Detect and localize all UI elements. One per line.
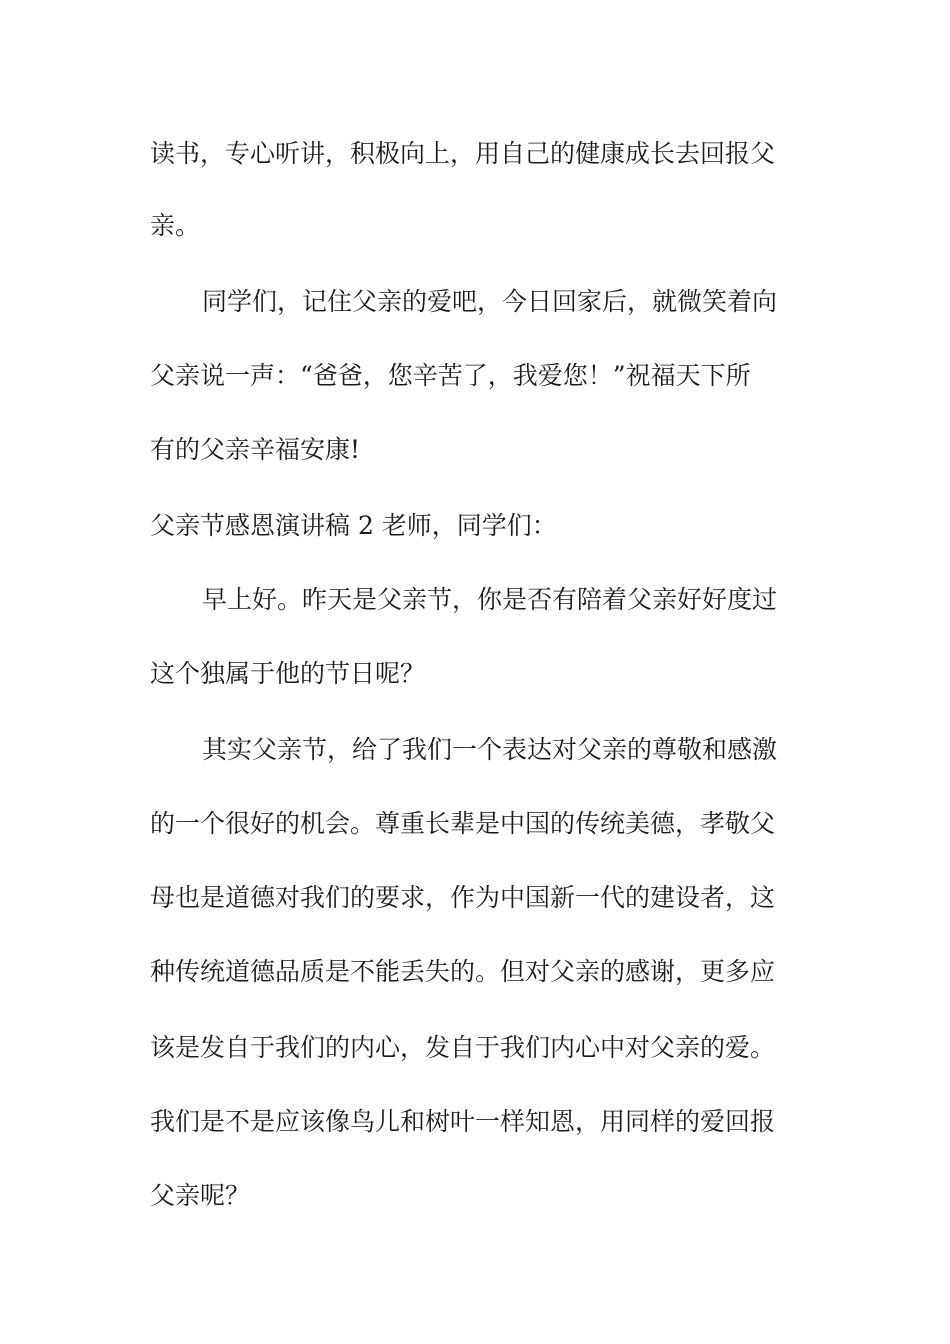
- text-line: 这个独属于他的节日呢？: [150, 659, 426, 688]
- text-line: 我们是不是应该像鸟儿和树叶一样知恩，用同样的爱回报: [150, 1107, 776, 1136]
- text-line: 早上好。昨天是父亲节，你是否有陪着父亲好好度过: [202, 585, 778, 614]
- text-line: 父亲说一声：“爸爸，您辛苦了，我爱您！”祝福天下所: [150, 361, 751, 390]
- text-line: 有的父亲辛福安康!: [150, 435, 361, 464]
- section-heading: 父亲节感恩演讲稿 2 老师，同学们：: [150, 511, 557, 540]
- text-line: 其实父亲节，给了我们一个表达对父亲的尊敬和感激: [202, 735, 778, 764]
- text-line: 读书，专心听讲，积极向上，用自己的健康成长去回报父: [150, 139, 776, 168]
- text-line: 同学们，记住父亲的爱吧，今日回家后，就微笑着向: [202, 287, 778, 316]
- text-line: 父亲呢？: [150, 1181, 251, 1210]
- text-line: 母也是道德对我们的要求，作为中国新一代的建设者，这: [150, 883, 776, 912]
- text-line: 该是发自于我们的内心，发自于我们内心中对父亲的爱。: [150, 1033, 776, 1062]
- text-line: 种传统道德品质是不能丢失的。但对父亲的感谢，更多应: [150, 957, 776, 986]
- text-line: 的一个很好的机会。尊重长辈是中国的传统美德，孝敬父: [150, 809, 776, 838]
- text-line: 亲。: [150, 211, 201, 240]
